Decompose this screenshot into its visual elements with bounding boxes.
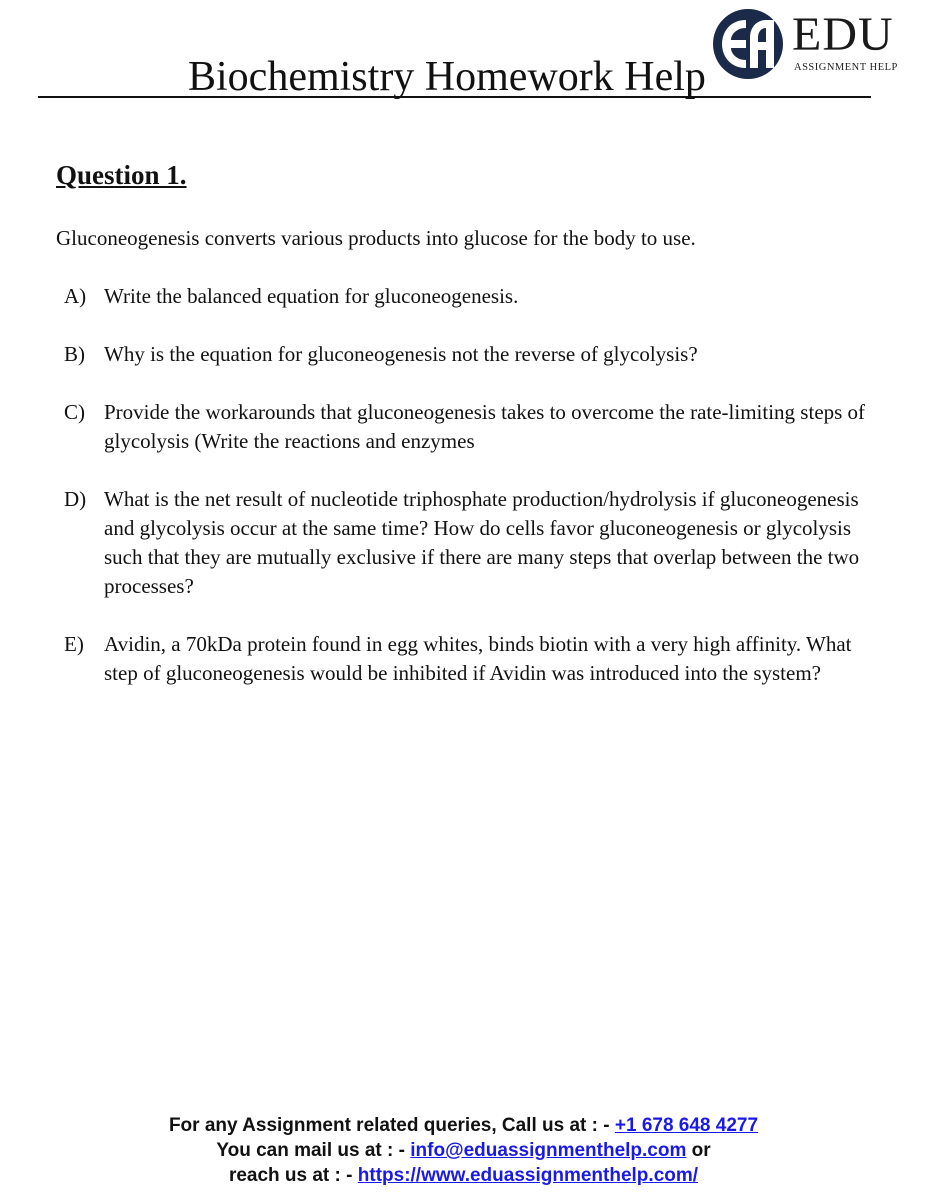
brand-logo bbox=[712, 6, 924, 84]
page-title: Biochemistry Homework Help bbox=[188, 54, 706, 100]
question-part-e bbox=[56, 630, 876, 688]
phone-link[interactable]: +1 678 648 4277 bbox=[614, 1115, 759, 1136]
contact-footer bbox=[0, 1113, 927, 1188]
title-divider bbox=[38, 96, 871, 98]
footer-website-label: reach us at : - bbox=[228, 1165, 353, 1186]
question-part-a bbox=[56, 282, 876, 311]
question-heading: Question 1. bbox=[56, 160, 187, 190]
footer-line-website bbox=[0, 1163, 927, 1188]
part-text: Why is the equation for gluconeogenesis not the reverse of glycolysis? bbox=[104, 342, 698, 366]
question-intro: Gluconeogenesis converts various products into glucose for the body to use. bbox=[56, 226, 696, 250]
footer-email-label: You can mail us at : - bbox=[216, 1140, 405, 1161]
part-text: What is the net result of nucleotide triphosphate production/hydrolysis if gluconeogenesis and glycolysis occur at the same time? How do cells favor gluconeogenesis or glycolysis such that they are mutually exclusive if there are many steps that overlap between the two processes? bbox=[104, 487, 860, 598]
part-letter: B) bbox=[64, 342, 85, 366]
question-part-d bbox=[56, 485, 876, 601]
question-part-b bbox=[56, 340, 876, 369]
question-parts-list bbox=[56, 282, 876, 717]
part-letter: E) bbox=[64, 632, 84, 656]
footer-or-text: or bbox=[691, 1140, 711, 1161]
part-letter: D) bbox=[64, 487, 87, 511]
part-text: Write the balanced equation for gluconeogenesis. bbox=[104, 284, 519, 308]
edu-logo-icon bbox=[712, 8, 784, 80]
part-letter: A) bbox=[64, 284, 87, 308]
part-letter: C) bbox=[64, 400, 85, 424]
question-part-c bbox=[56, 398, 876, 456]
email-link[interactable]: info@eduassignmenthelp.com bbox=[410, 1140, 687, 1161]
brand-subtitle: ASSIGNMENT HELP bbox=[794, 62, 898, 73]
part-text: Avidin, a 70kDa protein found in egg whites, binds biotin with a very high affinity. What step of gluconeogenesis would be inhibited if Avidin was introduced into the system? bbox=[104, 632, 852, 685]
part-text: Provide the workarounds that gluconeogenesis takes to overcome the rate-limiting steps of glycolysis (Write the reactions and enzymes bbox=[104, 400, 866, 453]
website-link[interactable]: https://www.eduassignmenthelp.com/ bbox=[357, 1165, 699, 1186]
footer-phone-label: For any Assignment related queries, Call us at : - bbox=[168, 1115, 610, 1136]
footer-line-phone bbox=[0, 1113, 927, 1138]
footer-line-email bbox=[0, 1138, 927, 1163]
brand-wordmark: EDU bbox=[792, 8, 894, 61]
